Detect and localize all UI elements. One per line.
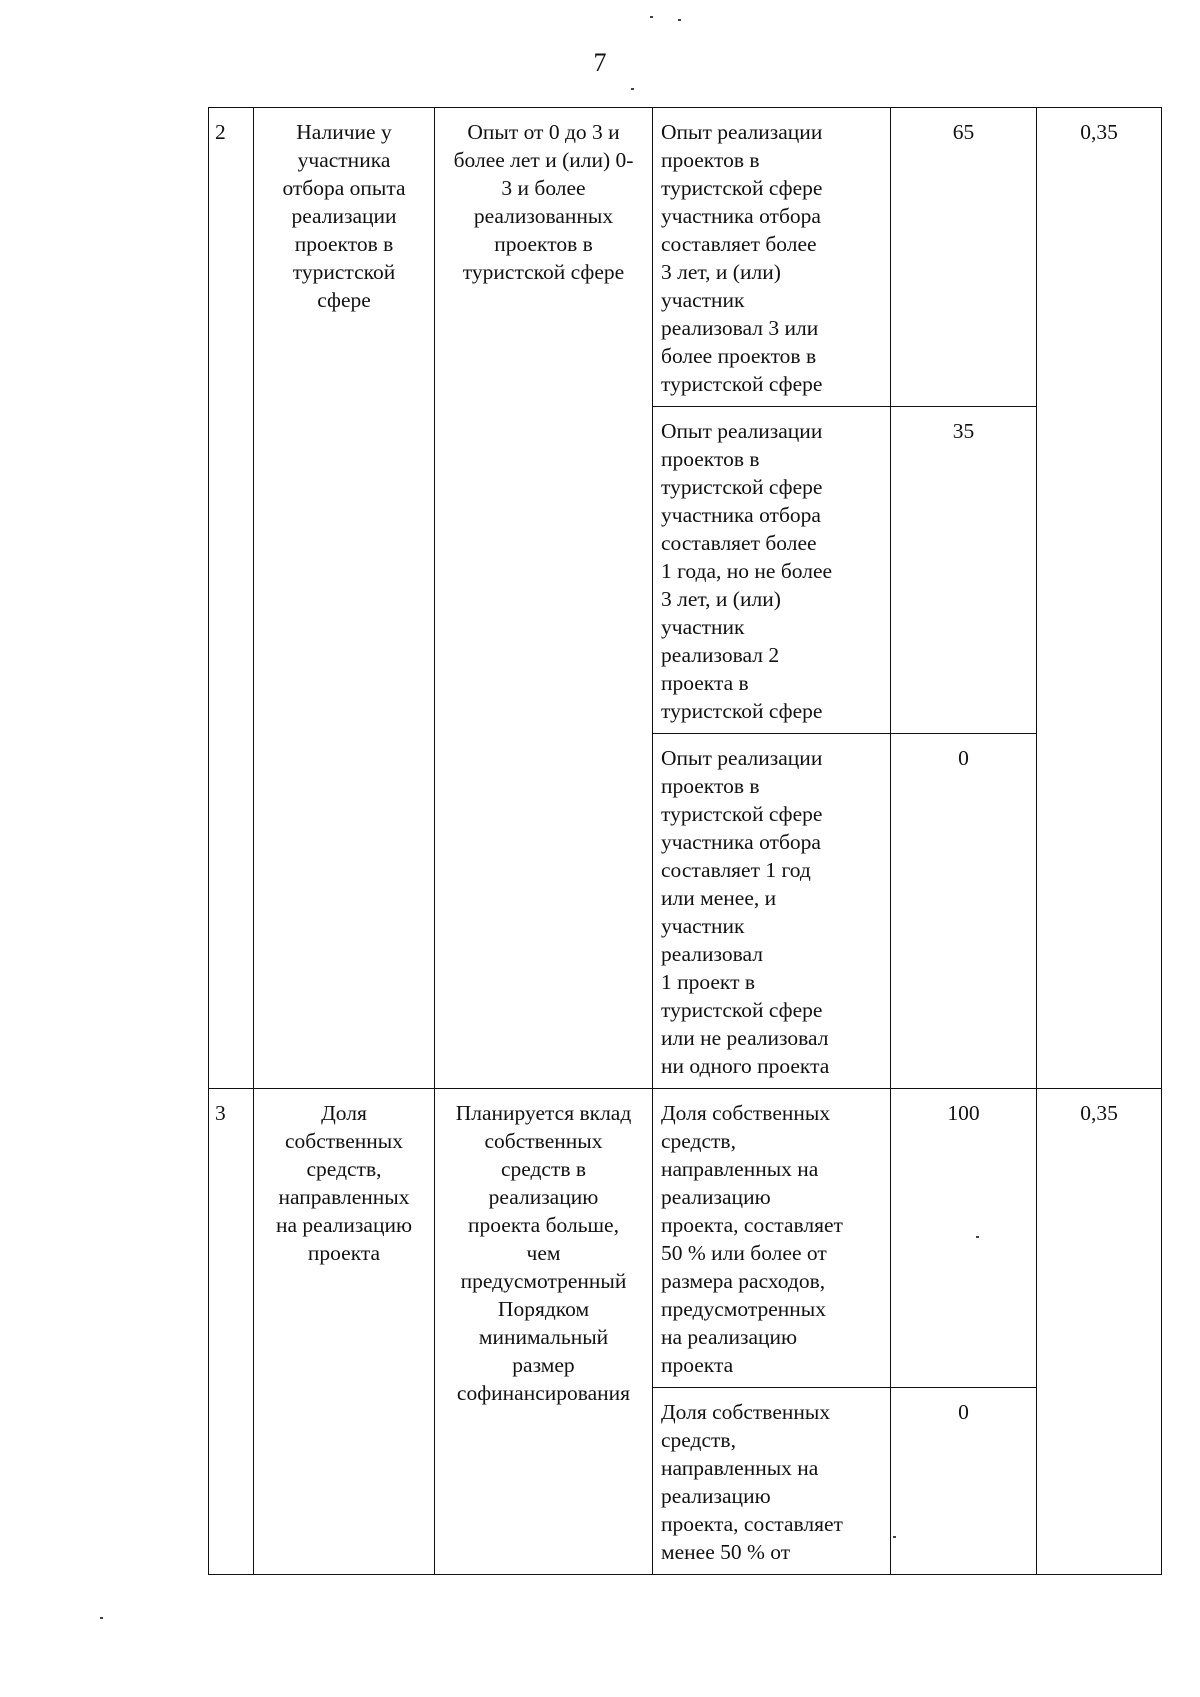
scan-speck: [100, 1617, 103, 1619]
condition-cell: Опыт от 0 до 3 и более лет и (или) 0- 3 и более реализованных проектов в туристской сфере: [435, 108, 653, 1089]
row-number: 3: [209, 1089, 254, 1575]
option-score: 100: [891, 1089, 1037, 1388]
criterion-cell: Наличие у участника отбора опыта реализации проектов в туристской сфере: [254, 108, 435, 1089]
option-text: Доля собственных средств, направленных на реализацию проекта, составляет менее 50 % от: [653, 1388, 891, 1575]
option-text: Опыт реализации проектов в туристской сфере участника отбора составляет 1 год или менее, и участник реализовал 1 проект в туристской сфере или не реализовал ни одного проекта: [653, 734, 891, 1089]
option-score: 0: [891, 734, 1037, 1089]
option-score: 35: [891, 407, 1037, 734]
criteria-table: [208, 107, 1162, 1575]
option-text: Опыт реализации проектов в туристской сфере участника отбора составляет более 3 лет, и (или) участник реализовал 3 или более проектов в туристской сфере: [653, 108, 891, 407]
table-row: [209, 108, 1162, 407]
scan-speck: [678, 19, 681, 21]
page-number: 7: [593, 48, 607, 77]
option-text: Доля собственных средств, направленных на реализацию проекта, составляет 50 % или более от размера расходов, предусмотренных на реализацию проекта: [653, 1089, 891, 1388]
weight-cell: 0,35: [1037, 108, 1162, 1089]
condition-cell: Планируется вклад собственных средств в реализацию проекта больше, чем предусмотренный Порядком минимальный размер софинансирования: [435, 1089, 653, 1575]
scan-speck: [631, 88, 634, 90]
weight-cell: 0,35: [1037, 1089, 1162, 1575]
option-text: Опыт реализации проектов в туристской сфере участника отбора составляет более 1 года, но не более 3 лет, и (или) участник реализовал 2 проекта в туристской сфере: [653, 407, 891, 734]
row-number: 2: [209, 108, 254, 1089]
scan-speck: [650, 16, 653, 18]
option-score: 65: [891, 108, 1037, 407]
criterion-cell: Доля собственных средств, направленных на реализацию проекта: [254, 1089, 435, 1575]
option-score: 0: [891, 1388, 1037, 1575]
table-row: [209, 1089, 1162, 1388]
